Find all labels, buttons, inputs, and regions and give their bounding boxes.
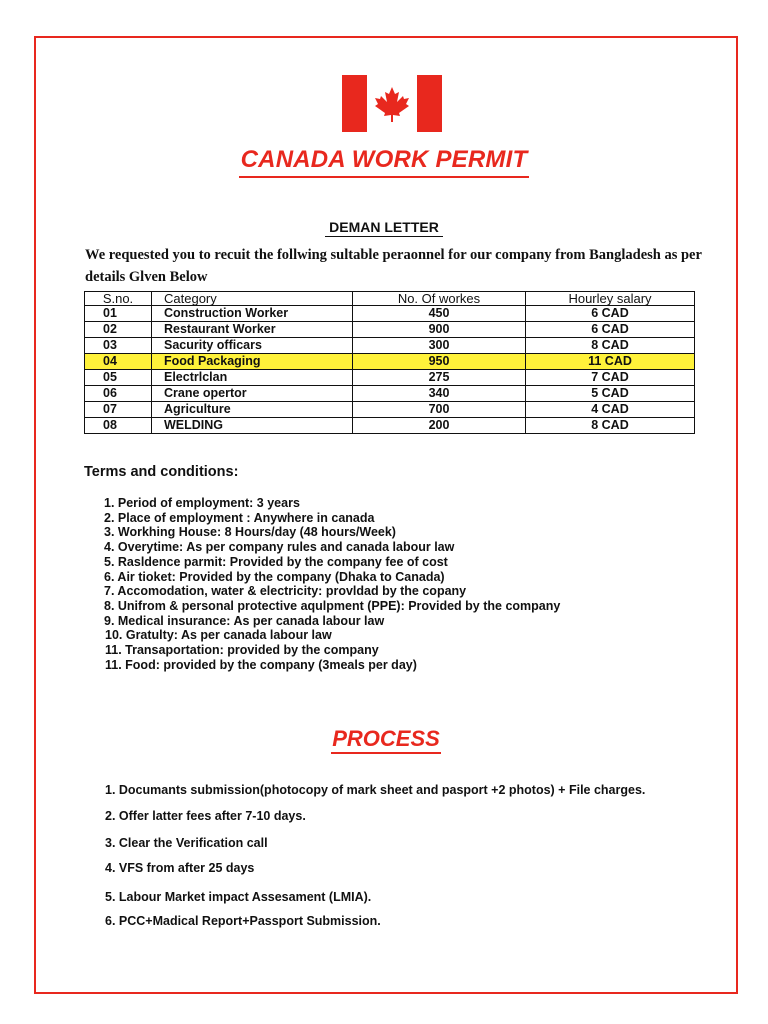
cell-salary: 8 CAD — [526, 418, 695, 434]
cell-category: Agriculture — [152, 402, 353, 418]
table-row — [85, 402, 695, 418]
cell-salary: 11 CAD — [526, 354, 695, 370]
cell-category: Construction Worker — [152, 306, 353, 322]
process-step: 3. Clear the Verification call — [105, 836, 268, 850]
process-heading: PROCESS — [0, 726, 768, 752]
cell-salary: 7 CAD — [526, 370, 695, 386]
terms-list — [104, 496, 560, 672]
table-row — [85, 338, 695, 354]
cell-sno: 08 — [85, 418, 152, 434]
table-row — [85, 370, 695, 386]
table-row — [85, 306, 695, 322]
cell-salary: 5 CAD — [526, 386, 695, 402]
cell-salary: 4 CAD — [526, 402, 695, 418]
list-item: 10. Gratulty: As per canada labour law — [105, 628, 332, 643]
table-row-highlighted — [85, 354, 695, 370]
list-item: 5. Rasldence parmit: Provided by the company fee of cost — [104, 554, 448, 569]
cell-workers: 200 — [353, 418, 526, 434]
cell-salary: 6 CAD — [526, 306, 695, 322]
process-step: 6. PCC+Madical Report+Passport Submission. — [105, 914, 381, 928]
cell-workers: 900 — [353, 322, 526, 338]
letter-subtitle: DEMAN LETTER — [0, 219, 768, 235]
cell-sno: 04 — [85, 354, 152, 370]
intro-line-1: We requested you to recuit the follwing sultable peraonnel for our company from Bangladesh as per — [85, 247, 702, 263]
process-step: 1. Documants submission(photocopy of mark sheet and pasport +2 photos) + File charges. — [105, 783, 646, 797]
cell-sno: 03 — [85, 338, 152, 354]
cell-workers: 340 — [353, 386, 526, 402]
cell-workers: 950 — [353, 354, 526, 370]
header-salary: Hourley salary — [526, 292, 695, 306]
cell-sno: 07 — [85, 402, 152, 418]
cell-category: Crane opertor — [152, 386, 353, 402]
process-step: 5. Labour Market impact Assesament (LMIA). — [105, 890, 372, 904]
cell-category: Food Packaging — [152, 354, 353, 370]
list-item: 11. Transaportation: provided by the company — [105, 643, 379, 658]
cell-salary: 8 CAD — [526, 338, 695, 354]
cell-workers: 450 — [353, 306, 526, 322]
cell-workers: 300 — [353, 338, 526, 354]
cell-sno: 05 — [85, 370, 152, 386]
workers-table — [84, 291, 695, 434]
canada-flag-icon — [342, 75, 442, 132]
table-header-row — [85, 292, 695, 306]
header-workers: No. Of workes — [353, 292, 526, 306]
cell-sno: 02 — [85, 322, 152, 338]
cell-sno: 06 — [85, 386, 152, 402]
list-item: 11. Food: provided by the company (3meals per day) — [105, 657, 417, 672]
terms-heading: Terms and conditions: — [84, 464, 239, 480]
process-step: 2. Offer latter fees after 7-10 days. — [105, 809, 306, 823]
intro-line-2: details Glven Below — [85, 269, 208, 285]
cell-category: Restaurant Worker — [152, 322, 353, 338]
header-category: Category — [152, 292, 353, 306]
table-row — [85, 418, 695, 434]
cell-category: WELDING — [152, 418, 353, 434]
list-item: 3. Workhing House: 8 Hours/day (48 hours/Week) — [104, 525, 396, 540]
intro-paragraph — [85, 244, 705, 288]
cell-category: Electrlclan — [152, 370, 353, 386]
table-row — [85, 322, 695, 338]
list-item: 7. Accomodation, water & electricity: provldad by the copany — [104, 584, 467, 599]
list-item: 1. Period of employment: 3 years — [104, 496, 300, 510]
header-sno: S.no. — [85, 292, 152, 306]
list-item: 9. Medical insurance: As per canada labour law — [104, 613, 385, 628]
cell-workers: 275 — [353, 370, 526, 386]
process-step: 4. VFS from after 25 days — [105, 861, 255, 875]
page-title: CANADA WORK PERMIT — [0, 146, 768, 174]
cell-salary: 6 CAD — [526, 322, 695, 338]
cell-category: Sacurity officars — [152, 338, 353, 354]
list-item: 6. Air tioket: Provided by the company (Dhaka to Canada) — [104, 569, 445, 584]
list-item: 2. Place of employment : Anywhere in canada — [104, 510, 375, 525]
list-item: 4. Overytime: As per company rules and canada labour law — [104, 540, 455, 555]
cell-workers: 700 — [353, 402, 526, 418]
cell-sno: 01 — [85, 306, 152, 322]
table-row — [85, 386, 695, 402]
list-item: 8. Unifrom & personal protective aqulpment (PPE): Provided by the company — [104, 598, 561, 613]
